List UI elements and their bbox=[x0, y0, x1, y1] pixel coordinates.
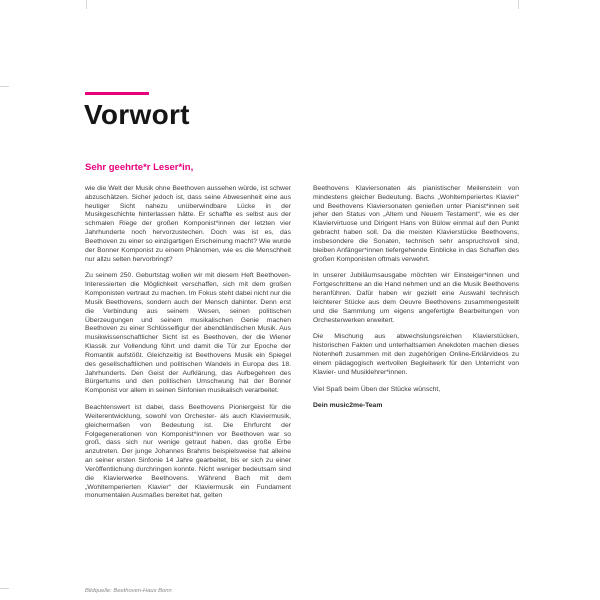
accent-rule bbox=[85, 92, 149, 95]
body-column-right bbox=[313, 185, 519, 509]
paragraph: Die Mischung aus abwechslungsreichen Klavierstücken, historischen Fakten und unterhaltsamen Anekdoten machen dieses Notenheft zusammen mit den zugehörigen Online-Erklärvideos zu einem pädagogisch wertvollen Begleitwerk für den Unterricht von Klavier- und Musiklehrer*innen. bbox=[313, 333, 519, 376]
trim-mark bbox=[518, 0, 519, 9]
trim-mark bbox=[0, 86, 9, 87]
signature: Dein music2me-Team bbox=[313, 402, 383, 410]
salutation: Sehr geehrte*r Leser*in, bbox=[85, 162, 194, 173]
trim-mark bbox=[86, 0, 87, 9]
body-columns bbox=[85, 185, 519, 509]
paragraph: Beethovens Klaviersonaten als pianistischer Meilenstein von mindestens gleicher Bedeutung. Bachs „Wohltemperiertes Klavier“ und Beethovens Klaviersonaten genießen unter Pianist*innen seit jeher den Status von „Altem und Neuem Testament“, wie es der Klaviervirtuose und Dirigent Hans von Bülow einmal auf den Punkt gebracht haben soll. Da die meisten Klavierstücke Beethovens, insbesondere die Sonaten, technisch sehr anspruchsvoll sind, bleiben Anfänger*innen tiefergehende Einblicke in das Schaffen des großen Komponisten oftmals verwehrt. bbox=[313, 185, 519, 263]
page-title: Vorwort bbox=[84, 99, 190, 130]
paragraph: wie die Welt der Musik ohne Beethoven aussehen würde, ist schwer abzuschätzen. Sicher jedoch ist, dass seine Abwesenheit eine aus heutiger Sicht nahezu unüberwindbare Lücke in der Musikgeschichte hinterlassen hätte. Er schaffte es selbst aus der schmalen Riege der großen Komponist*innen der letzten vier Jahrhunderte noch hervorzustechen. Doch was ist es, das Beethoven zu einer so einzigartigen Erscheinung macht? Wie wurde der Bonner Komponist zu einem Phänomen, wie es die Menschheit nur allzu selten hervorbringt? bbox=[85, 185, 291, 263]
body-column-left bbox=[85, 185, 291, 509]
trim-mark bbox=[0, 588, 9, 589]
paragraph: Beachtenswert ist dabei, dass Beethovens Pioniergeist für die Weiterentwicklung, sowohl von Orchester- als auch Klaviermusik, gleichermaßen von Bedeutung ist. Die Ehrfurcht der Folgegenerationen von Komponist*innen vor Beethoven war so groß, dass sich nur wenige getraut haben, das große Erbe anzutreten. Der junge Johannes Brahms beispielsweise hat alleine an seiner ersten Sinfonie 14 Jahre gearbeitet, bis er sich zu einer Veröffentlichung durchringen konnte. Nicht weniger bedeutsam sind die Klavierwerke Beethovens. Während Bach mit dem „Wohltemperierten Klavier“ der Klaviermusik ein Fundament monumentalen Ausmaßes bereitet hat, gelten bbox=[85, 404, 291, 500]
paragraph: Zu seinem 250. Geburtstag wollen wir mit diesem Heft Beethoven-Interessierten die Möglichkeit verschaffen, sich mit dem großen Komponisten vertraut zu machen. Im Fokus steht dabei nicht nur die Musik Beethovens, sondern auch der Mensch dahinter. Denn erst die Verbindung aus seinem Wesen, seinen politischen Überzeugungen und seinem musikalischen Genie machen Beethoven zu einer Schlüsselfigur der abendländischen Musik. Aus musikwissenschaftlicher Sicht ist es Beethoven, der die Wiener Klassik zur Vollendung führt und damit die Tür zur Epoche der Romantik aufstößt. Gleichzeitig ist Beethovens Musik ein Spiegel des gesellschaftlichen und politischen Wandels in Europa des 18. Jahrhunderts. Den Geist der Aufklärung, das Aufbegehren des Bürgertums und den politischen Umschwung hat der Bonner Komponist vor allem in seinen Sinfonien musikalisch verarbeitet. bbox=[85, 272, 291, 395]
paragraph: In unserer Jubiläumsausgabe möchten wir Einsteiger*innen und Fortgeschrittene an die Hand nehmen und an die Musik Beethovens heranführen. Dafür haben wir gezielt eine Auswahl technisch leichterer Stücke aus dem Oeuvre Beethovens zusammengestellt und die Sammlung um eigens angefertigte Bearbeitungen von Orchesterwerken erweitert. bbox=[313, 272, 519, 324]
image-source-caption: Bildquelle: Beethoven-Haus Bonn bbox=[85, 588, 172, 594]
closing-line: Viel Spaß beim Üben der Stücke wünscht, bbox=[313, 385, 441, 393]
